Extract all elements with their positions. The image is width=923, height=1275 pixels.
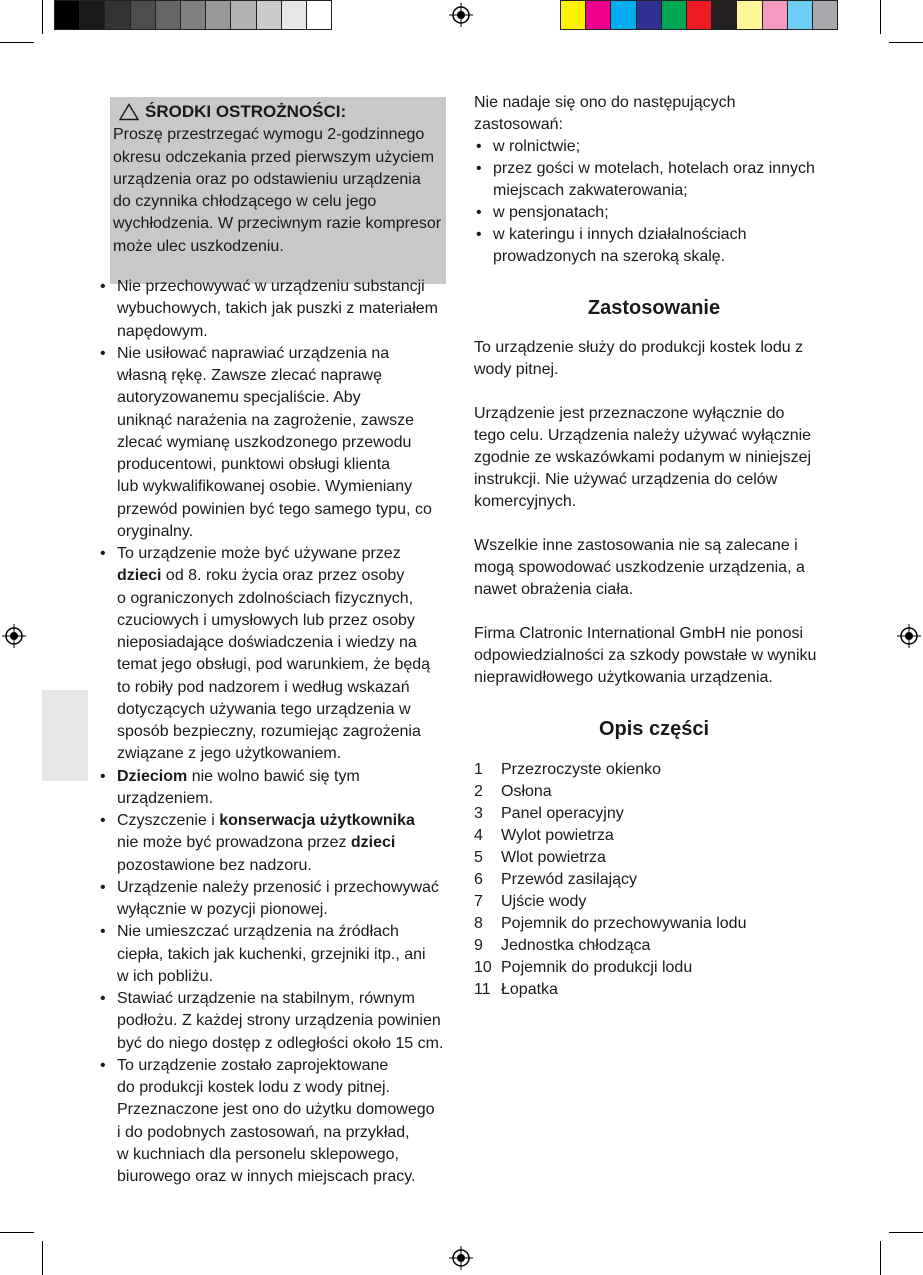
parts-list-item: [474, 869, 834, 891]
color-swatch: [79, 0, 105, 30]
text-line: w kuchniach dla personelu sklepowego,: [117, 1145, 399, 1163]
crop-mark: [42, 0, 43, 34]
text-line: podłożu. Z każdej strony urządzenia powinien: [117, 1012, 441, 1030]
text-line: Przeznaczone jest ono do użytku domowego: [117, 1101, 435, 1119]
parts-list: [474, 759, 834, 1001]
color-swatch: [130, 0, 156, 30]
text-line: • To urządzenie zostało zaprojektowane: [117, 1056, 389, 1074]
section-heading-usage: Zastosowanie: [587, 297, 721, 319]
text-line: przewód powinien być tego samego typu, co: [117, 500, 432, 518]
parts-list-item: [474, 891, 834, 913]
color-swatch: [610, 0, 636, 30]
text-span: Czyszczenie i: [117, 812, 220, 829]
text-span: nie wolno bawić się tym: [187, 767, 360, 785]
text-line: oryginalny.: [117, 522, 194, 540]
text-line: dotyczących używania tego urządzenia w: [117, 700, 411, 718]
text-line: komercyjnych.: [474, 493, 577, 510]
text-line: nieprawidłowego użytkowania urządzenia.: [474, 669, 773, 686]
part-number: 8: [474, 915, 483, 932]
part-label: Pojemnik do przechowywania lodu: [501, 915, 747, 932]
crop-mark: [880, 0, 881, 34]
text-line: [117, 832, 452, 854]
text-line: wybuchowych, takich jak puszki z materiałem: [117, 300, 439, 318]
part-number: 1: [474, 761, 483, 778]
list-item: [474, 202, 834, 224]
color-swatch: [787, 0, 813, 30]
part-label: Przewód zasilający: [501, 871, 638, 888]
list-item: [96, 877, 452, 922]
part-label: Wlot powietrza: [501, 849, 606, 866]
color-swatch: [560, 0, 586, 30]
parts-list-item: [474, 781, 834, 803]
part-number: 5: [474, 849, 483, 866]
caution-title-text: ŚRODKI OSTROŻNOŚCI:: [145, 102, 347, 121]
registration-mark-bottom: [449, 1246, 473, 1270]
caution-line: może ulec uszkodzeniu.: [113, 237, 284, 255]
text-line: Nie nadaje się ono do następujących: [474, 94, 736, 111]
text-line: • Stawiać urządzenie na stabilnym, równym: [117, 990, 415, 1007]
text-line: tego celu. Urządzenia należy używać wyłącznie: [474, 427, 812, 444]
list-item: [96, 921, 452, 988]
text-line: ciepła, takich jak kuchenki, grzejniki itp., ani: [117, 945, 426, 963]
crop-mark: [889, 1232, 923, 1233]
text-line: mogą spowodować uszkodzenie urządzenia, a: [474, 559, 805, 576]
color-swatch: [205, 0, 231, 30]
part-label: Wylot powietrza: [501, 827, 614, 844]
part-number: 6: [474, 871, 483, 888]
crop-mark: [0, 42, 34, 43]
safety-instructions-list: [96, 276, 452, 1188]
color-swatch: [812, 0, 838, 30]
text-line: zastosowań:: [474, 116, 563, 133]
crop-mark: [0, 1232, 34, 1233]
caution-line: urządzenia oraz po odstawieniu urządzenia: [113, 170, 421, 188]
text-line: prowadzonych na szeroką skalę.: [493, 248, 726, 265]
crop-mark: [889, 42, 923, 43]
part-number: 9: [474, 937, 483, 954]
gray-color-bar: [54, 0, 331, 30]
list-item: [474, 158, 834, 202]
text-line: lub wykwalifikowanej osobie. Wymieniany: [117, 478, 413, 496]
bold-text: dzieci: [117, 567, 162, 585]
text-line: • w rolnictwie;: [493, 138, 581, 155]
bold-text: dzieci: [350, 834, 396, 852]
text-line: w ich pobliżu.: [117, 967, 214, 985]
part-number: 2: [474, 783, 483, 800]
text-line: napędowym.: [117, 322, 208, 340]
text-line: wyłącznie w pozycji pionowej.: [117, 901, 328, 918]
text-line: zlecać wymianę uszkodzonego przewodu: [117, 433, 412, 451]
text-line: do produkcji kostek lodu z wody pitnej.: [117, 1079, 391, 1096]
caution-box: [110, 97, 446, 284]
color-swatch: [585, 0, 611, 30]
color-swatch: [104, 0, 130, 30]
caution-line: wychłodzenia. W przeciwnym razie kompresor: [113, 215, 442, 233]
part-number: 4: [474, 827, 483, 844]
part-number: 3: [474, 805, 483, 822]
parts-list-item: [474, 979, 834, 1001]
part-label: Panel operacyjny: [501, 805, 624, 822]
part-number: 11: [474, 981, 491, 998]
parts-list-item: [474, 803, 834, 825]
text-line: temat jego obsługi, pod warunkiem, że będą: [117, 656, 431, 674]
text-line: urządzeniem.: [117, 789, 214, 807]
color-swatch: [762, 0, 788, 30]
warning-triangle-icon: [119, 103, 139, 121]
language-side-tab: [42, 690, 88, 781]
text-line: Wszelkie inne zastosowania nie są zalecane i: [474, 537, 798, 554]
caution-text: [113, 124, 446, 258]
parts-list-item: [474, 957, 834, 979]
crop-mark: [42, 1241, 43, 1275]
color-swatch: [736, 0, 762, 30]
text-line: wody pitnej.: [474, 361, 559, 378]
text-line: producentowi, punktowi obsługi klienta: [117, 456, 391, 473]
text-line: To urządzenie służy do produkcji kostek lodu z: [474, 339, 804, 356]
list-item: [96, 543, 452, 766]
list-item: [96, 766, 452, 811]
caution-line: Proszę przestrzegać wymogu 2-godzinnego: [113, 126, 425, 144]
caution-line: okresu odczekania przed pierwszym użyciem: [113, 148, 435, 166]
right-column: [474, 92, 834, 1001]
text-line: • w pensjonatach;: [493, 204, 609, 221]
list-item: [474, 136, 834, 158]
text-line: • Nie usiłować naprawiać urządzenia na: [117, 344, 390, 362]
parts-list-item: [474, 913, 834, 935]
paragraph: [474, 535, 834, 601]
text-line: [117, 766, 452, 788]
list-item: [96, 988, 452, 1055]
part-label: Łopatka: [501, 981, 558, 998]
color-swatch: [180, 0, 206, 30]
color-swatch: [711, 0, 737, 30]
text-line: instrukcji. Nie używać urządzenia do celów: [474, 471, 778, 488]
text-line: własną rękę. Zawsze zlecać naprawę: [117, 367, 383, 384]
text-line: miejscach zakwaterowania;: [493, 182, 688, 199]
parts-list-item: [474, 935, 834, 957]
color-swatch: [155, 0, 181, 30]
text-line: Urządzenie jest przeznaczone wyłącznie do: [474, 405, 785, 422]
color-swatch: [54, 0, 80, 30]
text-line: zgodnie ze wskazówkami podanym w niniejszej: [474, 449, 812, 466]
color-swatch: [230, 0, 256, 30]
text-span: od 8. roku życia oraz przez osoby: [161, 567, 405, 585]
process-color-bar: [560, 0, 837, 30]
text-line: • Urządzenie należy przenosić i przechowywać: [117, 878, 439, 896]
not-suitable-list: [474, 136, 834, 268]
text-line: [117, 810, 452, 832]
list-item: [96, 343, 452, 543]
text-line: o ograniczonych zdolnościach fizycznych,: [117, 589, 414, 607]
list-item: [474, 224, 834, 268]
caution-title: [119, 101, 446, 123]
text-line: nieposiadające doświadczenia i wiedzy na: [117, 634, 417, 651]
text-line: i do podobnych zastosowań, na przykład,: [117, 1123, 410, 1141]
text-line: związane z jego użytkowaniem.: [117, 745, 342, 763]
text-line: pozostawione bez nadzoru.: [117, 856, 312, 874]
bold-text: Dzieciom: [117, 767, 188, 785]
part-label: Osłona: [501, 783, 552, 800]
text-span: nie może być prowadzona przez: [117, 834, 351, 852]
color-swatch: [686, 0, 712, 30]
text-line: nawet obrażenia ciała.: [474, 581, 634, 598]
color-swatch: [256, 0, 282, 30]
part-label: Ujście wody: [501, 893, 587, 910]
registration-mark-right: [897, 624, 921, 648]
crop-mark: [880, 1241, 881, 1275]
text-line: to robiły pod nadzorem i według wskazań: [117, 678, 410, 696]
color-swatch: [306, 0, 332, 30]
intro-paragraph: [474, 92, 834, 136]
text-line: uniknąć narażenia na zagrożenie, zawsze: [117, 411, 415, 429]
text-line: być do niego dostęp z odległości około 15 cm.: [117, 1034, 444, 1052]
text-line: sposób bezpieczny, rozumiejąc zagrożenia: [117, 723, 421, 740]
caution-line: do czynnika chłodzącego w celu jego: [113, 193, 377, 211]
text-line: • w kateringu i innych działalnościach: [493, 226, 747, 243]
text-line: • przez gości w motelach, hotelach oraz innych: [493, 160, 815, 177]
color-swatch: [636, 0, 662, 30]
part-label: Jednostka chłodząca: [501, 937, 651, 954]
part-label: Pojemnik do produkcji lodu: [501, 959, 693, 976]
registration-mark-top: [449, 3, 473, 27]
paragraph: [474, 337, 834, 381]
paragraph: [474, 403, 834, 513]
color-swatch: [281, 0, 307, 30]
list-item: [96, 276, 452, 343]
text-line: biurowego oraz w innych miejscach pracy.: [117, 1168, 416, 1185]
parts-list-item: [474, 847, 834, 869]
text-line: • Nie umieszczać urządzenia na źródłach: [117, 923, 399, 941]
text-line: odpowiedzialności za szkody powstałe w wyniku: [474, 647, 817, 664]
bold-text: konserwacja użytkownika: [219, 812, 415, 829]
registration-mark-left: [2, 624, 26, 648]
section-heading-parts: Opis części: [598, 718, 710, 740]
text-line: czuciowych i umysłowych lub przez osoby: [117, 611, 415, 629]
list-item: [96, 1055, 452, 1189]
text-line: autoryzowanemu specjaliście. Aby: [117, 389, 361, 407]
text-line: • Nie przechowywać w urządzeniu substancji: [117, 278, 425, 295]
text-line: Firma Clatronic International GmbH nie ponosi: [474, 625, 804, 642]
part-number: 10: [474, 959, 492, 976]
parts-list-item: [474, 825, 834, 847]
color-swatch: [661, 0, 687, 30]
part-number: 7: [474, 893, 483, 910]
text-line: [117, 565, 452, 587]
part-label: Przezroczyste okienko: [501, 761, 662, 778]
paragraph: [474, 623, 834, 689]
list-item: [96, 810, 452, 877]
parts-list-item: [474, 759, 834, 781]
text-line: • To urządzenie może być używane przez: [117, 545, 401, 562]
